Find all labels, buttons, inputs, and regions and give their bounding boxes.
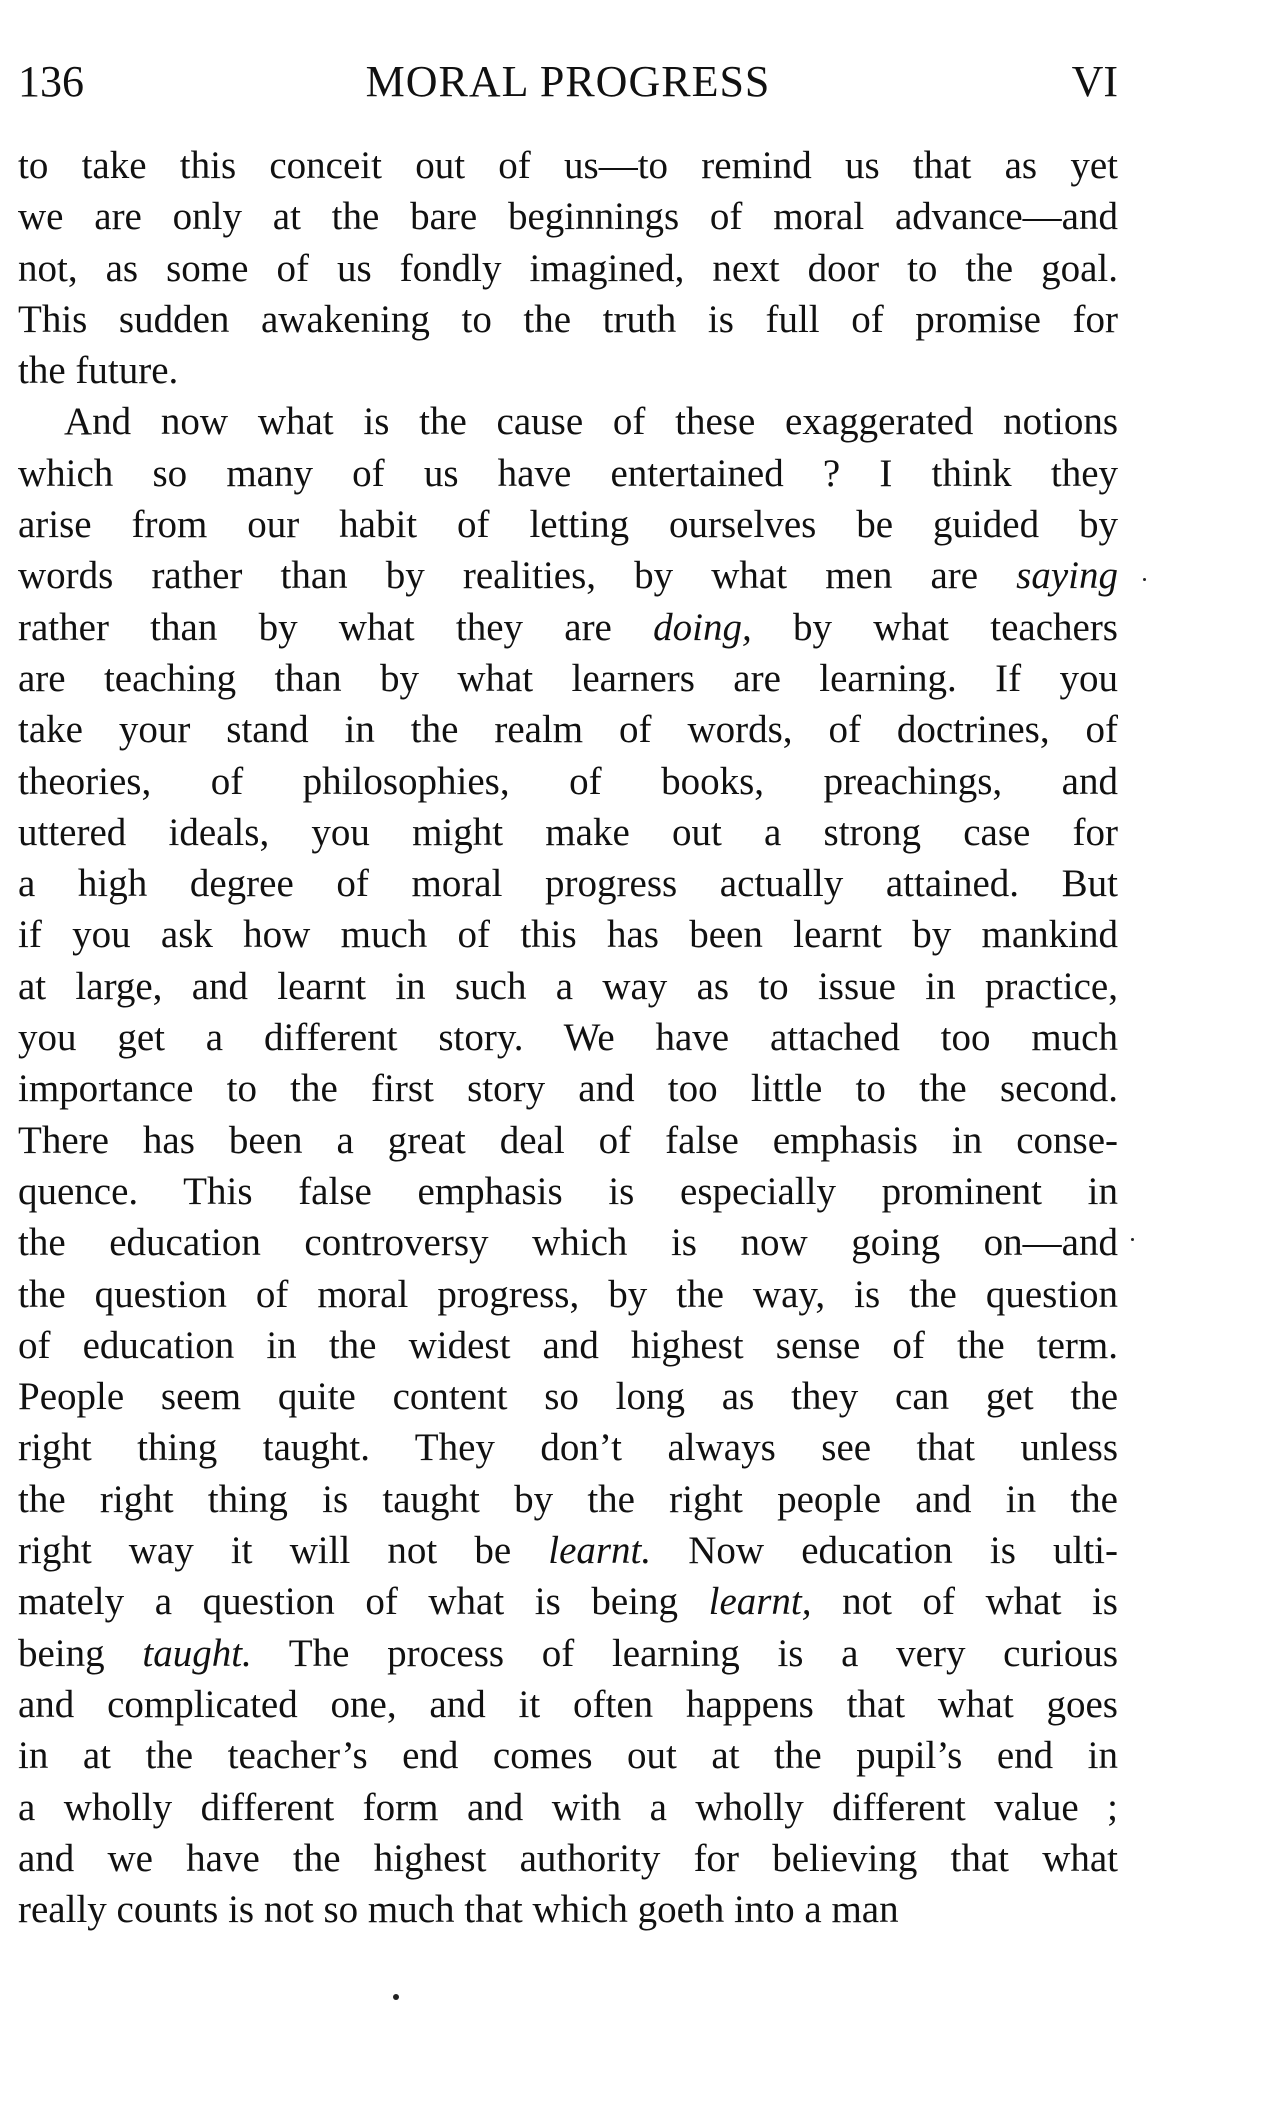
text-line (18, 396, 1118, 447)
text-segment: And now what is the cause of these exaggerated notions (64, 400, 1118, 444)
text-segment: right thing taught. They don’t always see that unless (18, 1426, 1118, 1470)
text-segment: the question of moral progress, by the way, is the question (18, 1272, 1118, 1316)
text-segment: words rather than by realities, by what men are (18, 554, 1017, 598)
text-segment: and we have the highest authority for believing that what (18, 1836, 1118, 1880)
text-line (18, 1166, 1118, 1217)
text-line (18, 653, 1118, 704)
text-segment: really counts is not so much that which goeth into a man (18, 1888, 899, 1932)
text-line (18, 1115, 1118, 1166)
text-segment: uttered ideals, you might make out a strong case for (18, 810, 1118, 854)
text-segment: The process of learning is a very curious (251, 1631, 1118, 1675)
text-line (18, 243, 1118, 294)
text-line (18, 550, 1118, 601)
chapter-numeral: VI (1071, 57, 1118, 106)
text-line (18, 961, 1118, 1012)
italic-text: taught. (142, 1631, 252, 1675)
text-line (18, 704, 1118, 755)
text-segment: at large, and learnt in such a way as to issue in practice, (18, 964, 1118, 1008)
text-line (18, 602, 1118, 653)
text-line (18, 1576, 1118, 1627)
text-segment: we are only at the bare beginnings of moral advance—and (18, 195, 1118, 239)
scan-speck (1143, 578, 1146, 581)
text-line (18, 140, 1118, 191)
text-segment: Now education is ulti- (651, 1529, 1118, 1573)
text-segment: right way it will not be (18, 1529, 549, 1573)
page-number: 136 (18, 57, 84, 106)
text-segment: quence. This false emphasis is especially prominent in (18, 1169, 1118, 1213)
text-segment: which so many of us have entertained ? I think they (18, 451, 1118, 495)
text-segment: This sudden awakening to the truth is full of promise for (18, 297, 1118, 341)
scan-speck (393, 1994, 399, 2000)
text-segment: not of what is (811, 1580, 1118, 1624)
text-segment: the right thing is taught by the right people and in the (18, 1477, 1118, 1521)
text-line (18, 1269, 1118, 1320)
text-segment: and complicated one, and it often happens that what goes (18, 1682, 1118, 1726)
text-line (18, 1474, 1118, 1525)
text-segment: the future. (18, 349, 179, 393)
text-line (18, 499, 1118, 550)
text-line (18, 1679, 1118, 1730)
text-segment: not, as some of us fondly imagined, next door to the goal. (18, 246, 1118, 290)
text-segment: if you ask how much of this has been learnt by mankind (18, 913, 1118, 957)
italic-text: learnt. (548, 1529, 652, 1573)
text-segment: a high degree of moral progress actually attained. But (18, 862, 1118, 906)
text-segment: People seem quite content so long as they can get the (18, 1375, 1118, 1419)
running-head (18, 52, 1118, 112)
text-line (18, 1628, 1118, 1679)
text-segment: are teaching than by what learners are learning. If you (18, 656, 1118, 700)
text-line (18, 1833, 1118, 1884)
text-line (18, 909, 1118, 960)
text-segment: rather than by what they are (18, 605, 654, 649)
text-line (18, 1063, 1118, 1114)
text-line (18, 807, 1118, 858)
text-line (18, 1884, 1118, 1935)
text-segment: by what teachers (751, 605, 1118, 649)
text-line (18, 1782, 1118, 1833)
text-line (18, 756, 1118, 807)
text-segment: importance to the first story and too little to the second. (18, 1067, 1118, 1111)
text-line (18, 1730, 1118, 1781)
text-segment: arise from our habit of letting ourselves be guided by (18, 503, 1118, 547)
scan-speck (1131, 1238, 1134, 1241)
text-segment: you get a different story. We have attached too much (18, 1016, 1118, 1060)
text-line (18, 345, 1118, 396)
text-segment: a wholly different form and with a wholly different value ; (18, 1785, 1118, 1829)
text-segment: take your stand in the realm of words, of doctrines, of (18, 708, 1118, 752)
text-line (18, 191, 1118, 242)
body-text (18, 140, 1118, 1935)
text-segment: being (18, 1631, 143, 1675)
text-line (18, 1422, 1118, 1473)
text-line (18, 448, 1118, 499)
text-line (18, 1012, 1118, 1063)
text-segment: of education in the widest and highest sense of the term. (18, 1323, 1118, 1367)
text-segment: in at the teacher’s end comes out at the pupil’s end in (18, 1734, 1118, 1778)
text-segment: theories, of philosophies, of books, preachings, and (18, 759, 1118, 803)
italic-text: saying (1016, 554, 1118, 598)
text-line (18, 1371, 1118, 1422)
text-segment: the education controversy which is now going on—and (18, 1221, 1118, 1265)
running-title: MORAL PROGRESS (365, 57, 771, 106)
text-line (18, 1525, 1118, 1576)
italic-text: doing, (653, 605, 752, 649)
italic-text: learnt, (708, 1580, 812, 1624)
text-line (18, 858, 1118, 909)
text-line (18, 294, 1118, 345)
text-line (18, 1320, 1118, 1371)
text-segment: There has been a great deal of false emphasis in conse- (18, 1118, 1118, 1162)
text-segment: to take this conceit out of us—to remind us that as yet (18, 144, 1118, 187)
text-line (18, 1217, 1118, 1268)
text-segment: mately a question of what is being (18, 1580, 709, 1624)
